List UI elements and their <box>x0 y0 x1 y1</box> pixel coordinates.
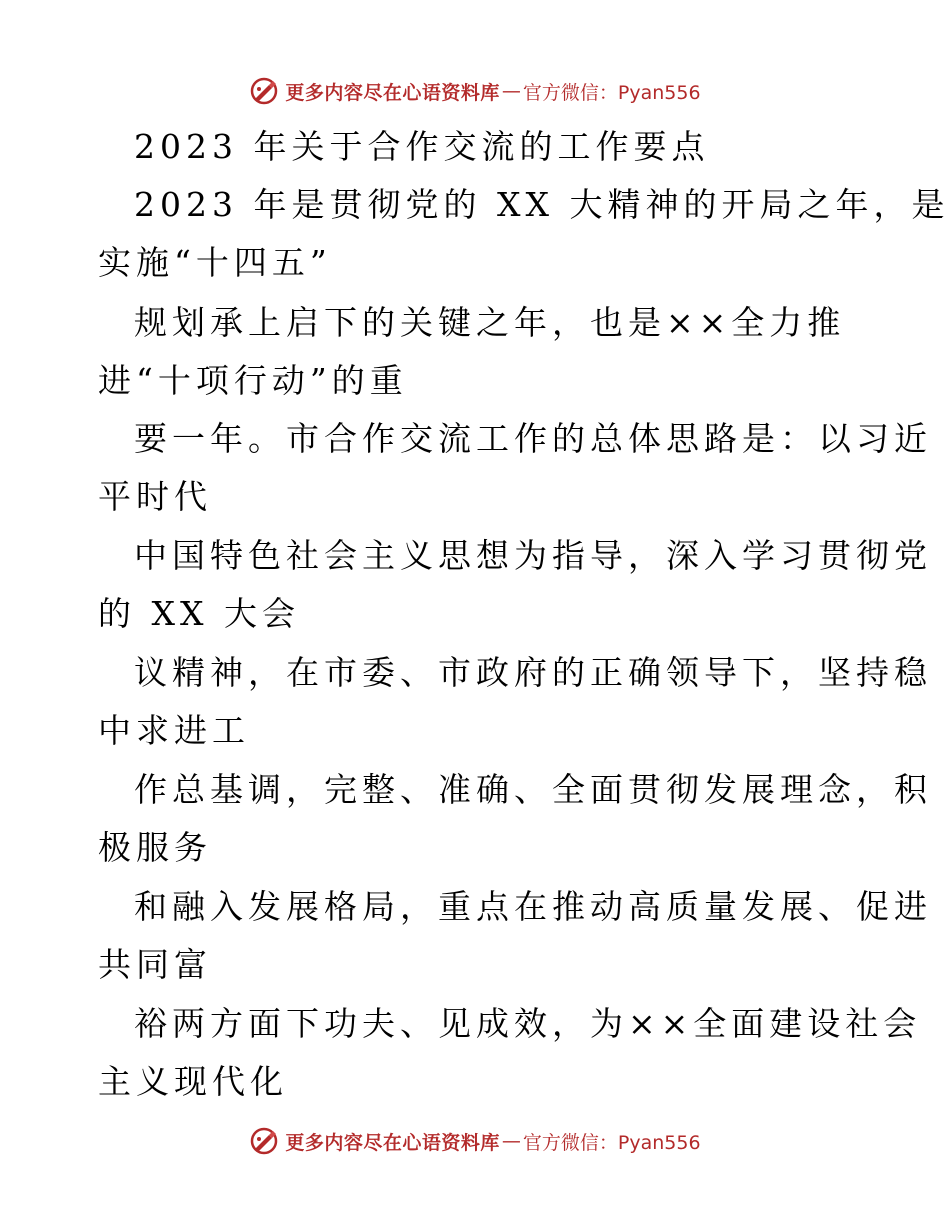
paragraph-line: 2023 年是贯彻党的 XX 大精神的开局之年，是 <box>134 185 950 224</box>
banner-separator: — <box>501 80 521 102</box>
paragraph-line: 作总基调，完整、准确、全面贯彻发展理念，积 <box>134 770 932 809</box>
paragraph-line: 和融入发展格局，重点在推动高质量发展、促进 <box>134 887 932 926</box>
header-banner <box>0 71 950 111</box>
banner-contact: 官方微信：Pyan556 <box>522 81 701 104</box>
paragraph-line: 中国特色社会主义思想为指导，深入学习贯彻党 <box>134 536 932 575</box>
banner-title: 更多内容尽在心语资料库 <box>285 81 500 104</box>
paragraph-line: 共同富 <box>98 945 212 984</box>
banner-title: 更多内容尽在心语资料库 <box>285 1131 500 1154</box>
paragraph-line: 要一年。市合作交流工作的总体思路是：以习近 <box>134 419 932 458</box>
banner-separator: — <box>501 1130 521 1152</box>
paragraph-line: 进“十项行动”的重 <box>98 361 408 400</box>
paragraph-line: 平时代 <box>98 477 212 516</box>
paragraph-line: 实施“十四五” <box>98 243 332 282</box>
paragraph-line: 中求进工 <box>98 711 250 750</box>
paragraph-line: 规划承上启下的关键之年，也是××全力推 <box>134 303 846 342</box>
paragraph-line: 裕两方面下功夫、见成效，为××全面建设社会 <box>134 1004 922 1043</box>
paragraph-line: 极服务 <box>98 828 212 867</box>
paragraph-line: 的 XX 大会 <box>98 594 300 633</box>
document-title: 2023 年关于合作交流的工作要点 <box>134 127 710 166</box>
pen-logo-icon <box>249 1126 279 1156</box>
pen-logo-icon <box>249 76 279 106</box>
paragraph-line: 议精神，在市委、市政府的正确领导下，坚持稳 <box>134 653 932 692</box>
banner-contact: 官方微信：Pyan556 <box>522 1131 701 1154</box>
paragraph-line: 主义现代化 <box>98 1062 288 1101</box>
footer-banner <box>0 1121 950 1161</box>
